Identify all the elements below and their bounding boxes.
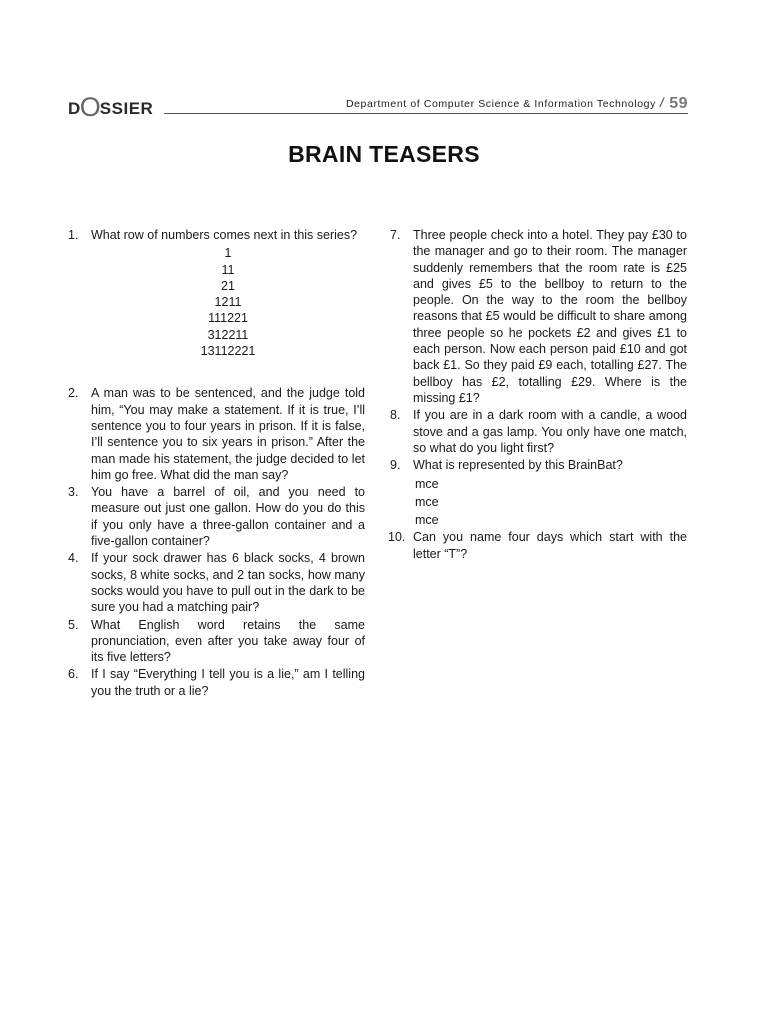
question-text: If you are in a dark room with a candle, a wood stove and a gas lamp. You only have one match, so what do you light first? (413, 408, 687, 455)
logo-letters-rest: SSIER (99, 99, 154, 118)
brainbat-line: mce (415, 513, 439, 528)
question-text: What is represented by this BrainBat? (413, 458, 623, 473)
question-8 (390, 407, 687, 456)
question-number: 7. (390, 228, 401, 242)
question-7 (390, 227, 687, 406)
series-row: 312211 (207, 327, 249, 342)
page-title: BRAIN TEASERS (288, 141, 480, 167)
logo-letter-o: O (79, 92, 101, 122)
series-row: 21 (221, 278, 235, 293)
question-2 (68, 385, 365, 483)
question-number: 4. (68, 551, 79, 566)
question-text: A man was to be sentenced, and the judge told him, “You may make a statement. If it is true, I’ll sentence you to four years in prison. If it is false, I’ll sentence you to six years in prison.” After the man made his statement, the judge decided to let him go free. What did the man say? (91, 386, 365, 482)
question-number: 1. (68, 228, 79, 242)
question-1 (68, 227, 365, 243)
question-4 (68, 550, 365, 615)
series-row: 1211 (214, 295, 242, 310)
question-text: What English word retains the same pronunciation, even after you take away four of its five letters? (91, 617, 365, 665)
dossier-logo (68, 90, 154, 122)
question-3 (68, 484, 365, 549)
header-separator: / (659, 95, 665, 110)
question-number: 8. (390, 408, 401, 423)
question-text: If your sock drawer has 6 black socks, 4 brown socks, 8 white socks, and 2 tan socks, how many socks would you have to pull out in the dark to be sure you had a matching pair? (91, 551, 365, 615)
question-number: 10. (388, 530, 406, 545)
question-6 (68, 666, 365, 699)
department-name: Department of Computer Science & Information Technology (345, 98, 656, 110)
left-column (68, 227, 365, 699)
number-series (68, 245, 365, 359)
question-number: 6. (68, 667, 79, 682)
question-text: Can you name four days which start with the letter “T”? (413, 530, 687, 561)
question-text: If I say “Everything I tell you is a lie,” am I telling you the truth or a lie? (91, 667, 365, 698)
question-text: What row of numbers comes next in this series? (91, 228, 358, 242)
question-number: 3. (68, 485, 79, 500)
logo-letter-d: D (68, 99, 81, 118)
series-row: 11 (221, 262, 235, 277)
page-header (68, 88, 688, 122)
question-number: 9. (390, 458, 401, 473)
question-5 (68, 617, 365, 666)
brainbat-line: mce (415, 495, 439, 510)
question-9 (390, 457, 687, 473)
brainbat-line: mce (415, 477, 439, 492)
question-text: Three people check into a hotel. They pay £30 to the manager and go to their room. The manager suddenly remembers that the room rate is £25 and gives £5 to the bellboy to return to the people. On the way to the room the bellboy reasons that £5 would be difficult to share among three people so he pockets £2 and gives £1 to each person. Now each person paid £10 and got back £1. So they paid £9 each, totalling £27. The bellboy has £2, totalling £29. Where is the missing £1? (413, 228, 687, 405)
question-10 (390, 529, 687, 562)
header-rule (164, 113, 688, 114)
question-text: You have a barrel of oil, and you need to measure out just one gallon. How do you do this if you only have a three-gallon container and a five-gallon container? (91, 485, 365, 549)
series-row: 13112221 (200, 344, 256, 359)
page-number: 59 (669, 95, 688, 112)
question-number: 5. (68, 617, 79, 632)
right-column (390, 227, 687, 562)
question-number: 2. (68, 386, 79, 401)
series-row: 111221 (208, 311, 248, 326)
brainbat-puzzle (390, 475, 687, 529)
header-department-line (346, 94, 688, 112)
series-row: 1 (224, 246, 232, 261)
